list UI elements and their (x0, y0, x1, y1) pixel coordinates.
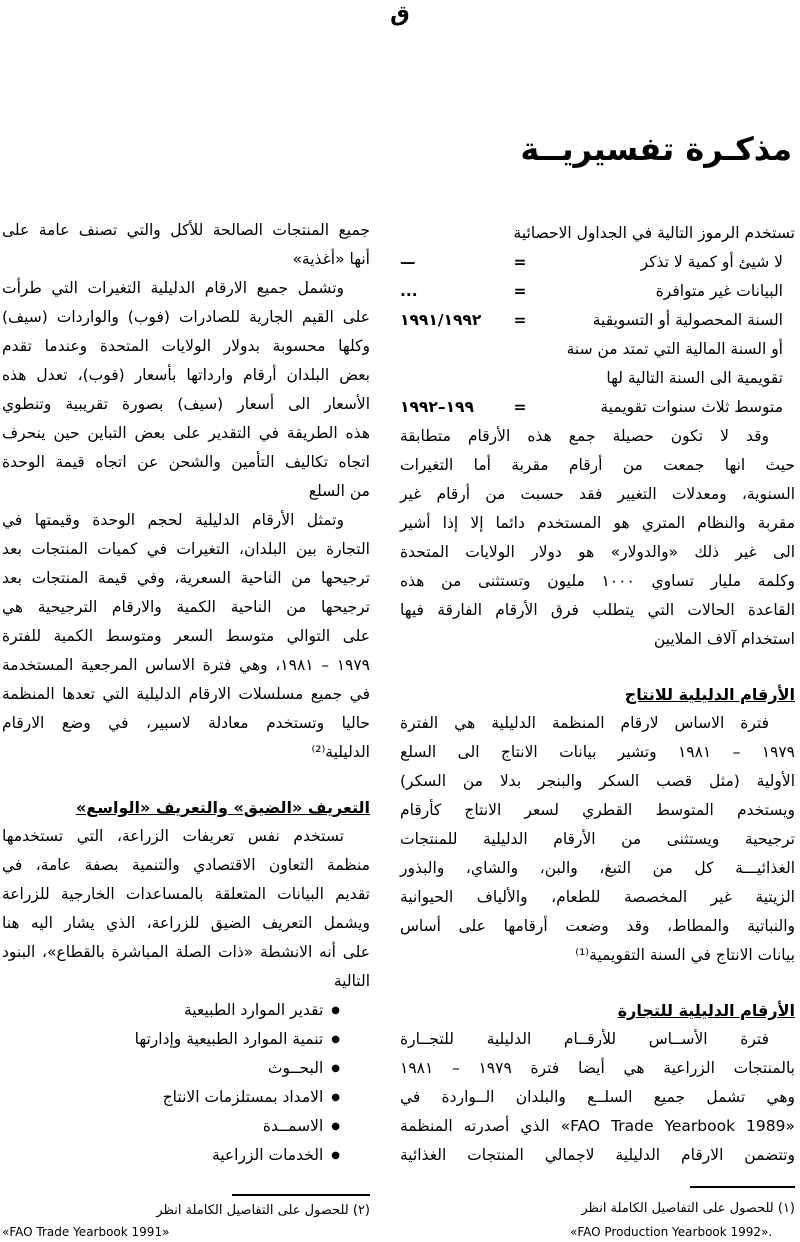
text-line: فترة الاساس لارقام المنظمة الدليلية هي الفترة (400, 714, 769, 732)
equals-sign (495, 335, 545, 364)
footnote-1-reference: «FAO Production Yearbook 1992». (570, 1225, 773, 1239)
page-marker: ق (390, 2, 410, 27)
heading-trade-index: الأرقام الدليلية للتجارة (617, 1001, 795, 1020)
text-line: ترجيحية ويستثنى من الأرقام الدليلية للمنتجات (400, 830, 795, 848)
text-line: تستخدم نفس تعريفات الزراعة، التي تستخدمها (2, 827, 344, 845)
text-line: السنوية، ومعدلات التغيير فقد حسبت من أرقام غير (400, 485, 795, 503)
text-line: وتمثل الأرقام الدليلية لحجم الوحدة وقيمتها في (2, 511, 344, 529)
footnote-2-reference: «FAO Trade Yearbook 1991» (2, 1225, 170, 1239)
text-line: على أنه الانشطة «ذات الصلة المباشرة بالقطاع»، البنود (2, 943, 370, 961)
text-line: ١٩٧٩ – ١٩٨١ وتشير بيانات الانتاج الى السلع (400, 743, 796, 761)
text-line: ١٩٧٩ – ١٩٨١، وهي فترة الاساس المرجعية المستخدمة (2, 656, 371, 674)
text-line: ترجيحها من الناحية الكمية والارقام الترجيحية هي (2, 598, 370, 616)
text-line: منظمة التعاون الاقتصادي والتنمية بصفة عامة، في (2, 856, 370, 874)
symbol-meaning: لا شيئ أو كمية لا تذكر (640, 253, 783, 271)
bullet-item: ● الاسمــدة (2, 1112, 370, 1141)
text-line: «FAO Trade Yearbook 1989» الذي أصدرته المنظمة (400, 1117, 795, 1135)
symbol-code: ١٩٩١/١٩٩٢ (400, 311, 482, 329)
paragraph-rounding (400, 422, 795, 654)
bullet-item: ● الامداد بمستلزمات الانتاج (2, 1083, 370, 1112)
text-line: استخدام آلاف الملايين (653, 630, 795, 648)
symbol-row (400, 248, 795, 277)
text-line: اتجاه تكاليف التأمين والشحن عن اتجاه قيمة الوحدة (2, 453, 370, 471)
text-line: وتشمل جميع الارقام الدليلية التغيرات التي طرأت (2, 279, 344, 297)
text-line: الدليلية⁽²⁾ (311, 743, 370, 761)
equals-sign: = (513, 253, 527, 271)
text-line: الى غير ذلك «والدولار» هو دولار الولايات المتحدة (400, 543, 795, 561)
symbol-code: ١٩٩–١٩٩٢ (400, 398, 474, 416)
symbol-row (400, 393, 795, 422)
text-line: وكلمة مليار تساوي ١٠٠٠ مليون وتستثنى من هذه (400, 572, 795, 590)
symbol-meaning: السنة المحصولية أو التسويقية (592, 311, 783, 329)
symbol-code (400, 335, 495, 364)
text-line: وهي تشمل جميع السلــع والبلدان الــواردة في (400, 1088, 795, 1106)
left-column (2, 216, 370, 1170)
symbols-list (400, 248, 795, 422)
text-line: ويستخدم المتوسط القطري لسعر الانتاج كأرقام (400, 801, 795, 819)
footnote-divider (232, 1194, 370, 1196)
equals-sign: = (513, 398, 527, 416)
text-line: وتتضمن الارقام الدليلية لاجمالي المنتجات الغذائية (400, 1146, 795, 1164)
text-line: والنباتية والمطاط، وقد وضعت أرقامها على أساس (400, 917, 795, 935)
bullet-list (2, 996, 370, 1170)
equals-sign: = (513, 282, 527, 300)
heading-production-index: الأرقام الدليلية للانتاج (624, 685, 795, 704)
text-line: في جميع مسلسلات الارقام الدليلية التي تعدها المنظمة (2, 685, 370, 703)
bullet-item: ● الخدمات الزراعية (2, 1141, 370, 1170)
symbol-code: — (400, 253, 416, 271)
right-column (400, 219, 795, 1170)
bullet-item: ● تقدير الموارد الطبيعية (2, 996, 370, 1025)
text-line: ترجيحها من الناحية السعرية، وفي قيمة المنتجات بعد (2, 569, 370, 587)
symbol-row (400, 306, 795, 335)
text-line: فترة الأســاس للأرقــام الدليلية للتجــارة (400, 1030, 769, 1048)
text-line: تقديم البيانات المتعلقة بالمساعدات الخارجية للزراعة (2, 885, 370, 903)
text-line: جميع المنتجات الصالحة للأكل والتي تصنف عامة على (2, 221, 370, 239)
text-line: الأسعار الى أسعار (سيف) بصورة تقريبية وتنطوي (2, 395, 370, 413)
bullet-item: ● تنمية الموارد الطبيعية وإدارتها (2, 1025, 370, 1054)
text-line: وقد لا تكون حصيلة جمع هذه الأرقام متطابقة (400, 427, 769, 445)
symbols-intro: تستخدم الرموز التالية في الجداول الاحصائية (513, 224, 795, 242)
text-line: بيانات الانتاج في السنة التقويمية⁽¹⁾ (575, 946, 795, 964)
text-line: الغذائيـــة كل من التبغ، والبن، والشاي، والبذور (400, 859, 795, 877)
paragraph-food-definition (2, 216, 370, 274)
text-line: حيث انها جمعت من أرقام مقربة أما التغيرات (400, 456, 795, 474)
text-line: وكلها محسوبة بدولار الولايات المتحدة وعندما تقدم (2, 337, 370, 355)
text-line: ويشمل التعريف الضيق للزراعة، الذي يشار اليه هنا (2, 914, 370, 932)
symbol-code (400, 364, 495, 393)
paragraph-definitions (2, 822, 370, 996)
symbol-meaning: متوسط ثلاث سنوات تقويمية (600, 398, 783, 416)
text-line: أنها «أغذية» (292, 250, 370, 268)
symbol-meaning: تقويمية الى السنة التالية لها (606, 369, 783, 387)
symbol-meaning: أو السنة المالية التي تمتد من سنة (566, 340, 783, 358)
paragraph-trade (400, 1025, 795, 1170)
symbol-row (400, 335, 795, 364)
text-line: الأولية (مثل قصب السكر والبنجر بدلا من السكر) (400, 772, 795, 790)
symbol-row (400, 277, 795, 306)
equals-sign: = (513, 311, 527, 329)
paragraph-trade-values (2, 274, 370, 506)
equals-sign (495, 364, 545, 393)
text-line: مقربة والنظام المتري هو المستخدم دائما إلا إذا أشير (400, 514, 795, 532)
symbol-row (400, 364, 795, 393)
text-line: على القيم الجارية للصادرات (فوب) والواردات (سيف) (2, 308, 370, 326)
paragraph-production (400, 709, 795, 970)
text-line: بالمنتجات الزراعية هي أيضا فترة ١٩٧٩ – ١٩٨١ (400, 1059, 795, 1077)
bullet-item: ● البحــوث (2, 1054, 370, 1083)
symbol-code: ... (400, 282, 418, 300)
paragraph-unit-value (2, 506, 370, 767)
text-line: من السلع (308, 482, 370, 500)
text-line: التجارة بين البلدان، التغيرات في كميات المنتجات بعد (2, 540, 370, 558)
text-line: على التوالي متوسط السعر ومتوسط الكمية للفترة (2, 627, 370, 645)
footnote-2: (٢) للحصول على التفاصيل الكاملة انظر (156, 1203, 370, 1218)
text-line: القاعدة الحالات التي يتطلب فرق الأرقام الفارقة فيها (400, 601, 795, 619)
footnote-1: (١) للحصول على التفاصيل الكاملة انظر (581, 1201, 795, 1216)
text-line: هذه الطريقة في التقدير على بعض التباين حين ينحرف (2, 424, 370, 442)
text-line: الزيتية غير المخصصة للطعام، والألياف الحيوانية (400, 888, 795, 906)
text-line: حاليا وتستخدم معادلة لاسبير، في وضع الارقام (2, 714, 370, 732)
text-line: بعض البلدان أرقام وارداتها بأسعار (فوب)، تعدل هذه (2, 366, 370, 384)
page-title: مذكـرة تفسيريــة (520, 130, 792, 168)
text-line: التالية (333, 972, 370, 990)
heading-definitions: التعريف «الضيق» والتعريف «الواسع» (75, 798, 370, 817)
footnote-divider (690, 1186, 795, 1188)
symbol-meaning: البيانات غير متوافرة (655, 282, 783, 300)
